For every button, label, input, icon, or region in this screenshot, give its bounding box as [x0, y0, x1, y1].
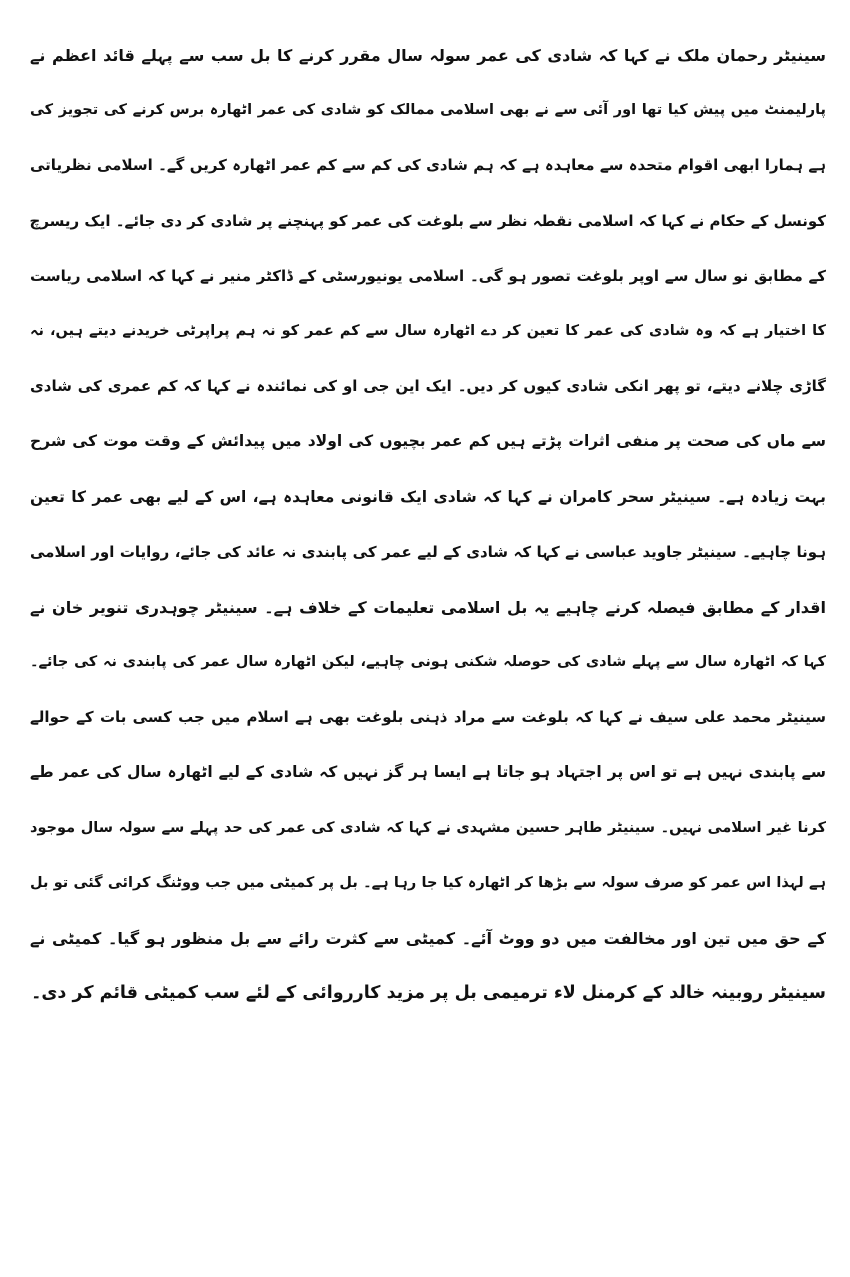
text-line: سینیٹر روبینہ خالد کے کرمنل لاء ترمیمی بل پر مزید کارروائی کے لئے سب کمیٹی قائم کر دی۔ [31, 983, 826, 1004]
text-line: اقدار کے مطابق فیصلہ کرنے چاہیے یہ بل اسلامی تعلیمات کے خلاف ہے۔ سینیٹر چوہدری تنویر خان نے [30, 597, 826, 617]
text-line: کے مطابق نو سال سے اوپر بلوغت تصور ہو گی۔ اسلامی یونیورسٹی کے ڈاکٹر منیر نے کہا کہ اسلامی ریاست [30, 266, 826, 285]
text-line: سے ماں کی صحت پر منفی اثرات پڑتے ہیں کم عمر بچیوں کی اولاد میں پیدائش کے وقت موت کی شرح [30, 432, 826, 451]
text-line: سے پابندی نہیں ہے تو اس پر اجتہاد ہو جاتا ہے ایسا ہر گز نہیں کہ شادی کے لیے اٹھارہ سال کی عمر طے [30, 763, 826, 782]
text-line: کہا کہ اٹھارہ سال سے پہلے شادی کی حوصلہ شکنی ہونی چاہیے، لیکن اٹھارہ سال عمر کی پابندی نہ کی جائے۔ [30, 654, 826, 671]
text-line: پارلیمنٹ میں پیش کیا تھا اور آئی سے نے بھی اسلامی ممالک کو شادی کی عمر اٹھارہ برس کرنے کی تجویز کی [30, 102, 826, 119]
text-line: بہت زیادہ ہے۔ سینیٹر سحر کامران نے کہا کہ شادی ایک قانونی معاہدہ ہے، اس کے لیے بھی عمر کا تعین [30, 487, 826, 506]
article-text [30, 28, 826, 1021]
text-line: کونسل کے حکام نے کہا کہ اسلامی نقطہ نظر سے بلوغت کی عمر کو پہنچنے پر شادی کر دی جائے۔ ایک ریسرچ [30, 211, 826, 230]
text-line: کے حق میں تین اور مخالفت میں دو ووٹ آئے۔ کمیٹی سے کثرت رائے سے بل منظور ہو گیا۔ کمیٹی نے [30, 929, 826, 948]
text-line: کرنا غیر اسلامی نہیں۔ سینیٹر طاہر حسین مشہدی نے کہا کہ شادی کی عمر کی حد پہلے سے سولہ سال موجود [30, 819, 826, 836]
text-line: ہونا چاہیے۔ سینیٹر جاوید عباسی نے کہا کہ شادی کے لیے عمر کی پابندی نہ عائد کی جائے، روایات اور اسلامی [30, 542, 826, 561]
text-line: کا اختیار ہے کہ وہ شادی کی عمر کا تعین کر دے اٹھارہ سال سے کم عمر کو نہ ہم پراپرٹی خریدنے دیتے ہیں، نہ [30, 322, 826, 339]
text-line: ہے لہذا اس عمر کو صرف سولہ سے بڑھا کر اٹھارہ کیا جا رہا ہے۔ بل پر کمیٹی میں جب ووٹنگ کرائی گئی تو بل [30, 874, 826, 891]
text-line: سینیٹر محمد علی سیف نے کہا کہ بلوغت سے مراد ذہنی بلوغت بھی ہے اسلام میں جب کسی بات کے حوالے [30, 708, 826, 727]
text-line: ہے ہمارا ابھی اقوام متحدہ سے معاہدہ ہے کہ ہم شادی کی کم سے کم عمر اٹھارہ کریں گے۔ اسلامی نظریاتی [30, 156, 826, 175]
text-line: سینیٹر رحمان ملک نے کہا کہ شادی کی عمر سولہ سال مقرر کرنے کا بل سب سے پہلے قائد اعظم نے [30, 46, 826, 65]
text-line: گاڑی چلانے دیتے، تو پھر انکی شادی کیوں کر دیں۔ ایک این جی او کی نمائندہ نے کہا کہ کم عمری کی شادی [30, 377, 826, 396]
